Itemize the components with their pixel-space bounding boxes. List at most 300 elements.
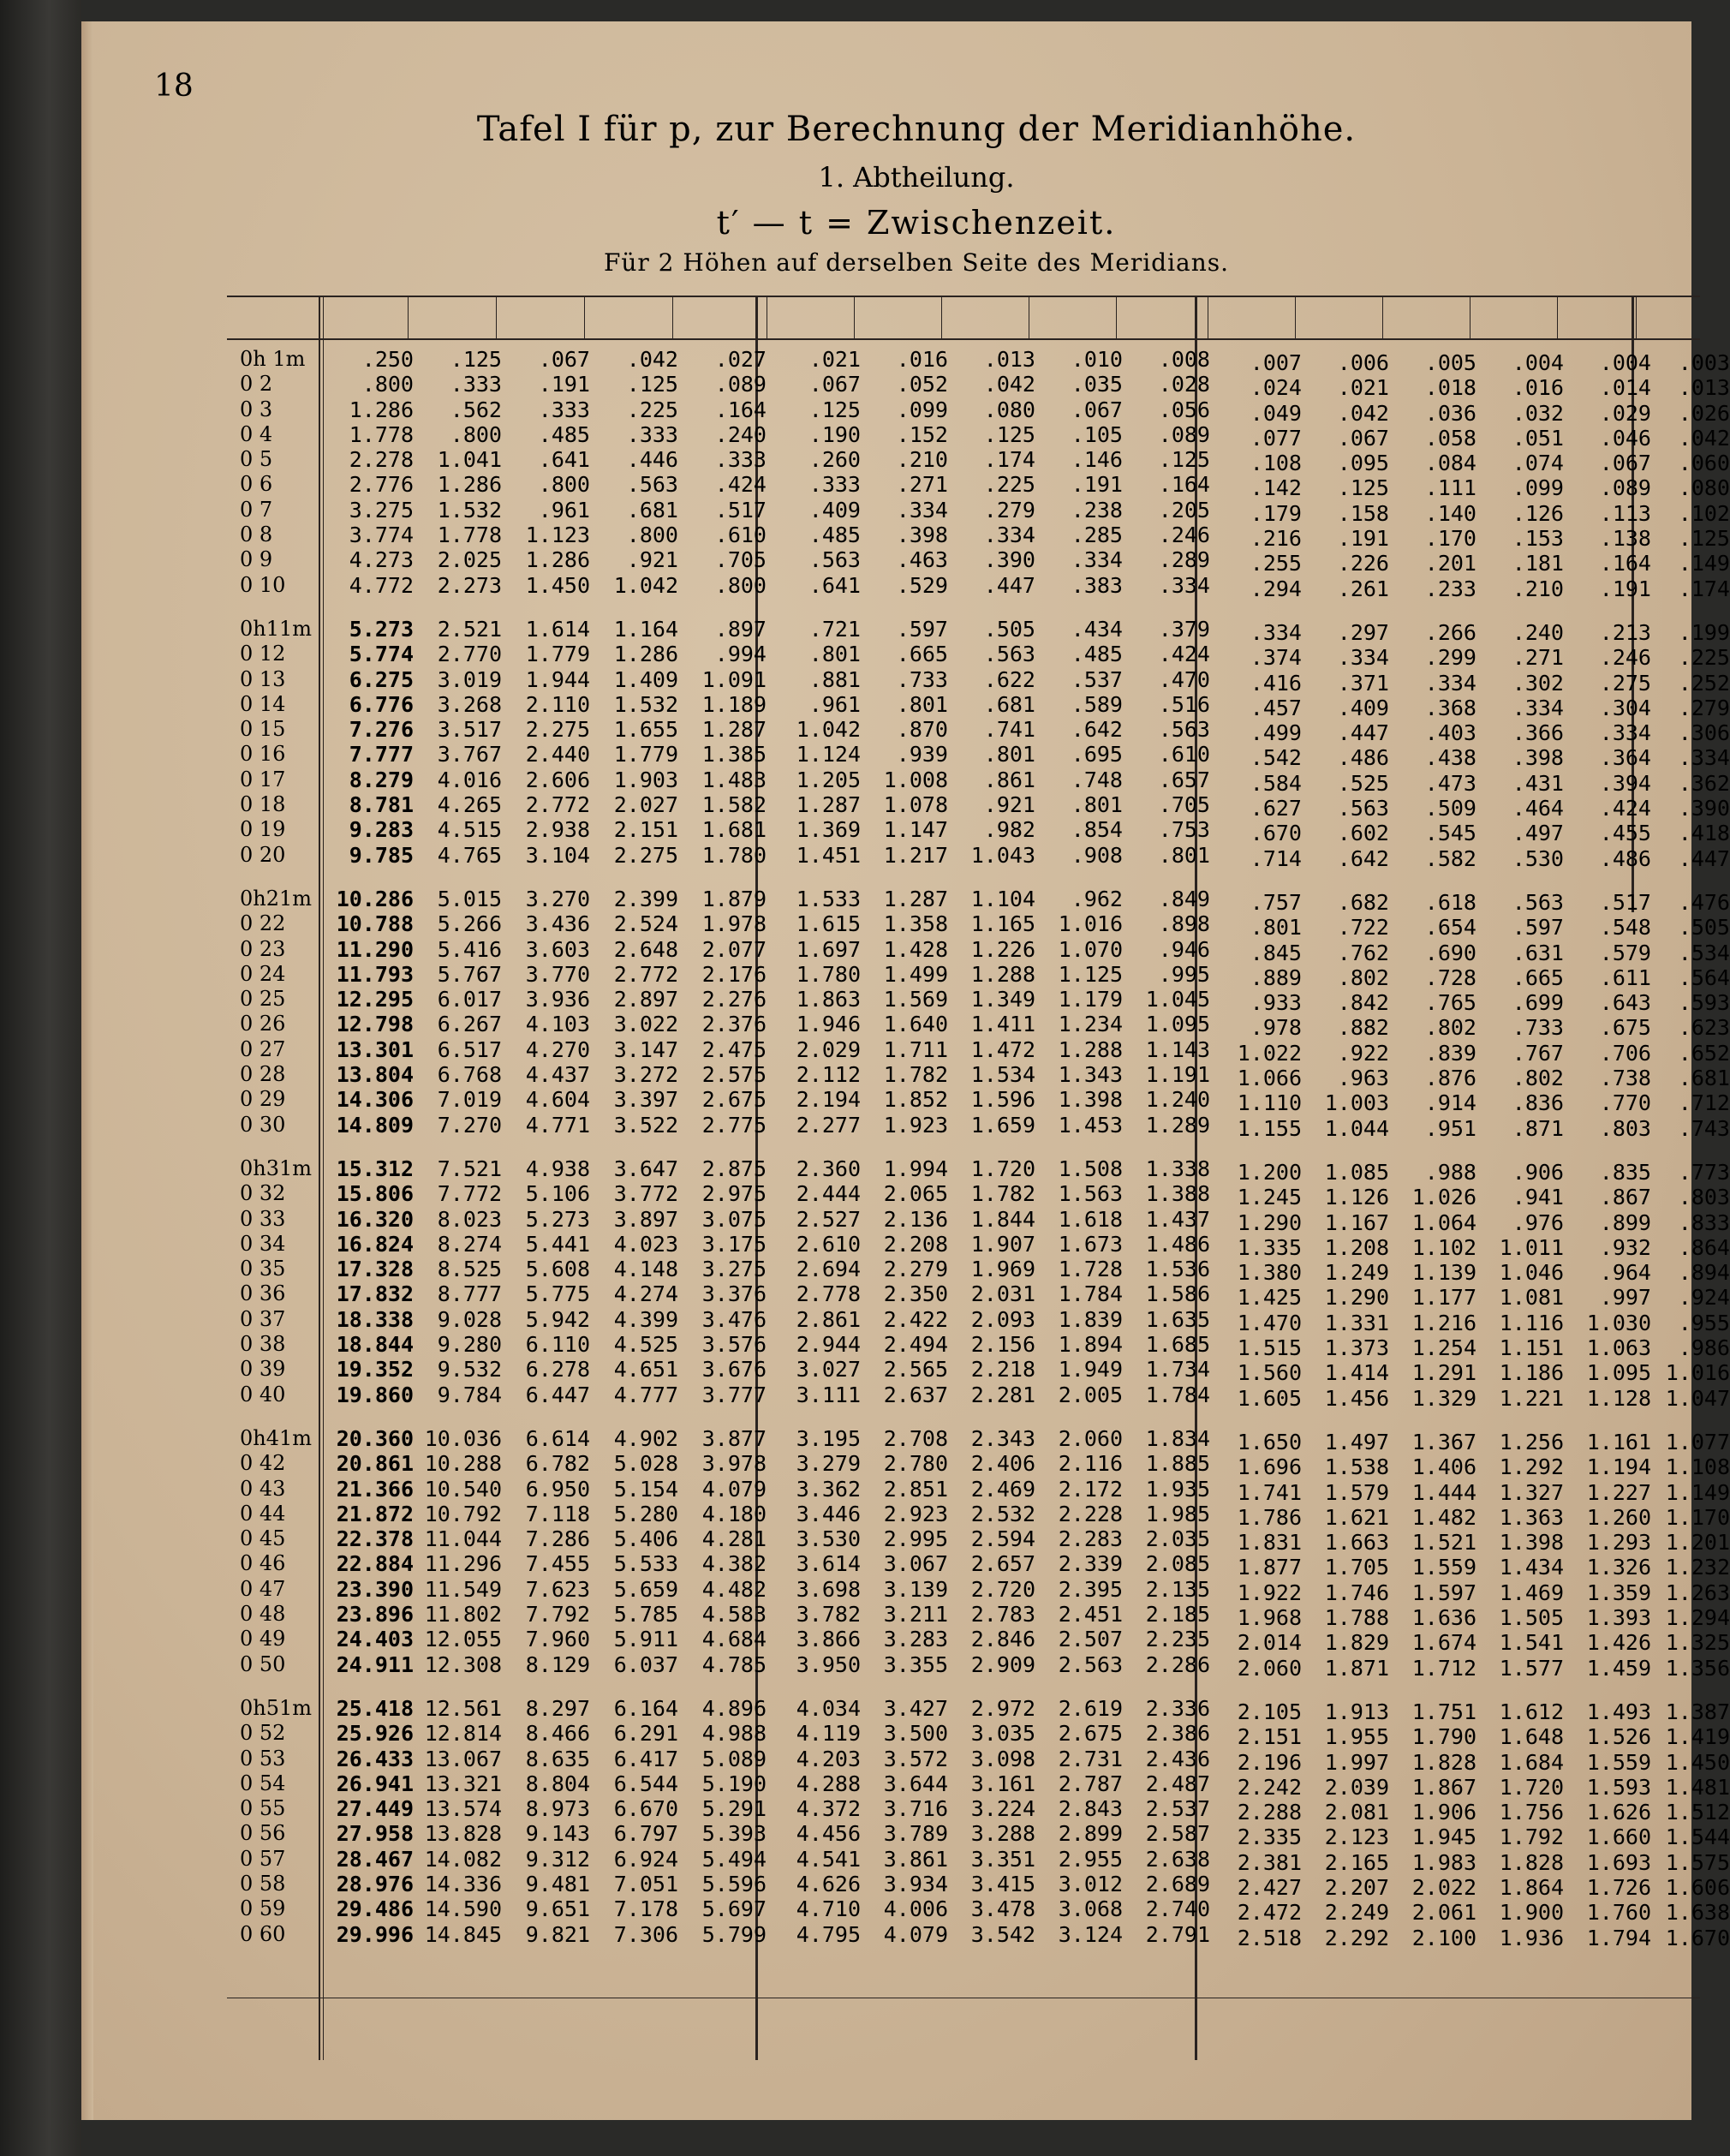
table-cell: .152 [896, 421, 948, 447]
table-cell: 1.149 [1665, 1479, 1730, 1505]
table-cell: 1.077 [1665, 1430, 1730, 1454]
table-cell: .839 [1424, 1040, 1476, 1066]
table-cell: 1.046 [1499, 1260, 1564, 1286]
row-label: 0 3 [240, 397, 273, 421]
table-cell: .486 [1337, 745, 1389, 771]
table-cell: 2.507 [1058, 1627, 1123, 1652]
table-cell: 8.279 [349, 767, 414, 792]
table-cell: 4.456 [796, 1821, 861, 1847]
table-cell: 4.541 [796, 1846, 861, 1872]
table-cell: .728 [1424, 965, 1476, 990]
table-cell: 4.583 [701, 1602, 767, 1627]
table-cell: 1.419 [1665, 1724, 1730, 1750]
value-column [409, 347, 502, 598]
row-label: 0 25 [240, 987, 286, 1012]
table-cell: .108 [1250, 451, 1302, 476]
table-cell: 2.112 [796, 1062, 861, 1088]
table-cell: 4.785 [701, 1651, 767, 1677]
table-cell: .767 [1512, 1040, 1564, 1066]
table-cell: 1.254 [1411, 1335, 1476, 1361]
table-cell: .530 [1512, 845, 1564, 871]
table-cell: .525 [1337, 770, 1389, 796]
table-cell: .665 [1512, 965, 1564, 990]
table-cell: .067 [538, 347, 590, 372]
table-cell: .842 [1337, 990, 1389, 1016]
row-label: 0 19 [240, 817, 286, 842]
table-cell: .067 [1337, 425, 1389, 451]
table-cell: .252 [1678, 670, 1730, 696]
row-label: 0h41m [240, 1426, 313, 1450]
table-cell: 11.290 [336, 936, 414, 962]
table-cell: .986 [1678, 1335, 1730, 1361]
table-cell: .563 [626, 472, 678, 498]
table-cell: 1.147 [883, 817, 948, 843]
value-column [498, 347, 590, 598]
table-cell: .939 [896, 742, 948, 767]
table-cell: .333 [538, 397, 590, 422]
table-cell: .409 [1337, 695, 1389, 720]
table-cell: .961 [538, 497, 590, 523]
table-cell: .368 [1424, 695, 1476, 720]
table-cell: 7.178 [613, 1896, 678, 1922]
table-cell: .801 [983, 742, 1035, 767]
table-cell: .014 [1599, 375, 1651, 401]
table-cell: .364 [1599, 745, 1651, 771]
table-cell: 9.280 [437, 1332, 502, 1358]
table-cell: 4.771 [525, 1112, 590, 1138]
table-cell: 2.123 [1324, 1825, 1389, 1850]
table-cell: 3.376 [701, 1281, 767, 1307]
table-cell: .602 [1337, 821, 1389, 846]
table-cell: 1.894 [1058, 1332, 1123, 1358]
table-cell: 2.005 [1058, 1382, 1123, 1407]
table-cell: 4.372 [796, 1796, 861, 1822]
table-cell: 1.670 [1665, 1925, 1730, 1950]
table-cell: 2.275 [525, 717, 590, 743]
table-cell: .424 [714, 472, 767, 498]
table-cell: .946 [1158, 936, 1210, 962]
table-cell: .424 [1158, 642, 1210, 667]
row-labels [240, 347, 321, 598]
table-cell: 5.775 [525, 1281, 590, 1307]
table-cell: .743 [1678, 1115, 1730, 1141]
table-cell: 2.444 [796, 1181, 861, 1207]
table-cell: 3.517 [437, 717, 502, 743]
table-cell: 4.437 [525, 1062, 590, 1088]
page-title: Tafel I für p, zur Berechnung der Meridianhöhe. [476, 110, 1357, 149]
value-column [1384, 1430, 1476, 1681]
table-cell: 1.456 [1324, 1385, 1389, 1411]
table-cell: .964 [1599, 1260, 1651, 1286]
table-cell: 4.270 [525, 1036, 590, 1062]
value-column [498, 887, 590, 1138]
table-cell: 1.030 [1586, 1310, 1651, 1335]
value-column [409, 617, 502, 868]
table-cell: 9.532 [437, 1357, 502, 1383]
table-cell: 1.338 [1145, 1156, 1210, 1181]
table-cell: 1.291 [1411, 1360, 1476, 1386]
table-cell: 1.536 [1145, 1257, 1210, 1282]
table-cell: 4.034 [796, 1696, 861, 1721]
table-cell: .164 [714, 397, 767, 422]
value-column [1638, 1699, 1730, 1950]
row-label: 0 44 [240, 1501, 286, 1526]
table-cell: .051 [1512, 425, 1564, 451]
table-cell: 3.283 [883, 1627, 948, 1652]
value-column [1297, 620, 1389, 871]
table-cell: 1.064 [1411, 1209, 1476, 1235]
table-cell: 1.043 [970, 842, 1035, 868]
table-cell: .279 [983, 497, 1035, 523]
table-cell: 1.582 [701, 792, 767, 818]
table-cell: 1.194 [1586, 1454, 1651, 1480]
table-cell: 3.268 [437, 691, 502, 717]
value-column [1209, 1430, 1302, 1681]
table-cell: 2.787 [1058, 1771, 1123, 1796]
table-cell: 1.978 [701, 911, 767, 937]
table-cell: 2.657 [970, 1551, 1035, 1577]
table-cell: .028 [1158, 372, 1210, 397]
table-cell: 1.515 [1237, 1335, 1302, 1361]
table-cell: .894 [1678, 1260, 1730, 1286]
table-cell: .712 [1678, 1090, 1730, 1116]
table-cell: 1.782 [883, 1062, 948, 1088]
table-cell: 3.767 [437, 742, 502, 767]
table-cell: 8.466 [525, 1721, 590, 1747]
table-cell: 2.944 [796, 1332, 861, 1358]
table-cell: 4.482 [701, 1576, 767, 1602]
table-cell: 7.306 [613, 1921, 678, 1947]
value-column [586, 1696, 678, 1947]
table-cell: 1.044 [1324, 1115, 1389, 1141]
row-label: 0 35 [240, 1257, 286, 1281]
table-cell: .153 [1512, 526, 1564, 552]
table-cell: 3.124 [1058, 1921, 1123, 1947]
table-cell: .042 [1678, 425, 1730, 451]
table-cell: .864 [1678, 1234, 1730, 1260]
value-column [321, 347, 414, 598]
table-cell: 3.676 [701, 1357, 767, 1383]
table-cell: 1.648 [1499, 1724, 1564, 1750]
table-cell: 7.118 [525, 1501, 590, 1526]
table-cell: 2.563 [1058, 1651, 1123, 1677]
table-cell: 2.339 [1058, 1551, 1123, 1577]
table-cell: 2.242 [1237, 1774, 1302, 1800]
table-cell: .255 [1250, 551, 1302, 576]
table-cell: 12.055 [424, 1627, 502, 1652]
table-cell: .052 [896, 372, 948, 397]
table-cell: 1.327 [1499, 1479, 1564, 1505]
table-cell: 3.603 [525, 936, 590, 962]
table-cell: 1.221 [1499, 1385, 1564, 1411]
table-cell: .505 [983, 617, 1035, 642]
table-cell: .225 [983, 472, 1035, 498]
header-bottom-rule [227, 338, 1700, 340]
table-cell: .982 [983, 817, 1035, 843]
table-cell: 1.674 [1411, 1630, 1476, 1656]
row-label: 0 4 [240, 421, 273, 446]
table-cell: 1.227 [1586, 1479, 1651, 1505]
table-cell: 4.765 [437, 842, 502, 868]
table-cell: .610 [1158, 742, 1210, 767]
table-cell: 1.784 [1058, 1281, 1123, 1307]
table-cell: .418 [1678, 821, 1730, 846]
value-column [856, 1696, 948, 1947]
table-cell: .849 [1158, 887, 1210, 911]
table-cell: 1.380 [1237, 1260, 1302, 1286]
row-label: 0 37 [240, 1306, 286, 1331]
table-cell: 1.829 [1324, 1630, 1389, 1656]
table-cell: .889 [1250, 965, 1302, 990]
table-cell: 1.205 [796, 767, 861, 792]
table-cell: 3.522 [613, 1112, 678, 1138]
table-cell: 14.590 [424, 1896, 502, 1922]
header-separator [584, 297, 585, 338]
table-cell: .390 [1678, 796, 1730, 821]
table-cell: .181 [1512, 551, 1564, 576]
table-cell: 3.195 [796, 1426, 861, 1451]
table-cell: .334 [1512, 695, 1564, 720]
table-cell: 1.245 [1237, 1185, 1302, 1210]
table-cell: 1.329 [1411, 1385, 1476, 1411]
table-cell: 4.651 [613, 1357, 678, 1383]
table-cell: 3.950 [796, 1651, 861, 1677]
table-cell: 13.301 [336, 1036, 414, 1062]
table-cell: 19.352 [336, 1357, 414, 1383]
table-cell: 2.740 [1145, 1896, 1210, 1922]
table-cell: 3.224 [970, 1796, 1035, 1822]
table-cell: 1.470 [1237, 1310, 1302, 1335]
row-label: 0 59 [240, 1896, 286, 1921]
table-cell: .447 [983, 572, 1035, 598]
table-cell: .733 [1512, 1015, 1564, 1041]
table-cell: .007 [1250, 350, 1302, 375]
row-label: 0 6 [240, 472, 273, 497]
table-cell: 5.015 [437, 887, 502, 911]
table-cell: .802 [1512, 1066, 1564, 1091]
table-cell: 2.077 [701, 936, 767, 962]
value-column [674, 1156, 767, 1407]
table-cell: 14.082 [424, 1846, 502, 1872]
table-cell: .334 [1599, 720, 1651, 746]
table-cell: 1.618 [1058, 1206, 1123, 1232]
table-cell: 1.393 [1586, 1605, 1651, 1631]
table-cell: 3.542 [970, 1921, 1035, 1947]
table-cell: .978 [1250, 1015, 1302, 1041]
table-cell: 2.783 [970, 1602, 1035, 1627]
table-cell: .800 [626, 523, 678, 548]
row-label: 0 53 [240, 1746, 286, 1771]
table-cell: .579 [1599, 940, 1651, 965]
table-cell: 3.866 [796, 1627, 861, 1652]
table-cell: .018 [1424, 375, 1476, 401]
row-label: 0 36 [240, 1281, 286, 1306]
value-column [768, 347, 861, 598]
table-cell: .434 [1071, 617, 1123, 642]
value-column [1471, 1160, 1564, 1411]
table-cell: .446 [626, 447, 678, 473]
table-cell: 1.095 [1145, 1012, 1210, 1037]
table-cell: .473 [1424, 770, 1476, 796]
value-column [586, 1156, 678, 1407]
table-cell: .922 [1337, 1040, 1389, 1066]
table-cell: 2.469 [970, 1476, 1035, 1502]
book-binding [0, 0, 81, 2156]
table-cell: .618 [1424, 890, 1476, 915]
table-cell: 1.234 [1058, 1012, 1123, 1037]
table-cell: 1.249 [1324, 1260, 1389, 1286]
row-label: 0 55 [240, 1796, 286, 1821]
table-cell: .205 [1158, 497, 1210, 523]
table-cell: 3.415 [970, 1872, 1035, 1897]
table-cell: .333 [626, 421, 678, 447]
table-cell: 4.006 [883, 1896, 948, 1922]
table-cell: .643 [1599, 990, 1651, 1016]
table-cell: 1.287 [796, 792, 861, 818]
table-cell: .285 [1071, 523, 1123, 548]
table-cell: 25.418 [336, 1696, 414, 1721]
table-cell: .266 [1424, 620, 1476, 645]
table-cell: .240 [714, 421, 767, 447]
table-cell: 1.650 [1237, 1430, 1302, 1454]
table-cell: .835 [1599, 1160, 1651, 1185]
table-cell: .962 [1071, 887, 1123, 911]
table-cell: .294 [1250, 576, 1302, 601]
row-labels [240, 887, 321, 1138]
table-cell: .334 [1678, 745, 1730, 771]
table-cell: .955 [1678, 1310, 1730, 1335]
table-cell: 1.349 [970, 987, 1035, 1012]
table-cell: 2.472 [1237, 1900, 1302, 1926]
table-cell: 5.280 [613, 1501, 678, 1526]
table-cell: 1.497 [1324, 1430, 1389, 1454]
table-cell: .836 [1512, 1090, 1564, 1116]
value-column [1030, 1426, 1123, 1677]
row-label: 0 2 [240, 372, 273, 397]
table-cell: 1.659 [970, 1112, 1035, 1138]
table-cell: .593 [1678, 990, 1730, 1016]
table-cell: 9.028 [437, 1306, 502, 1332]
row-label: 0 45 [240, 1526, 286, 1551]
table-cell: 5.659 [613, 1576, 678, 1602]
table-cell: .642 [1071, 717, 1123, 743]
value-column [768, 1426, 861, 1677]
table-cell: 8.525 [437, 1257, 502, 1282]
table-cell: 1.102 [1411, 1234, 1476, 1260]
table-cell: 14.845 [424, 1921, 502, 1947]
table-cell: 1.621 [1324, 1504, 1389, 1530]
table-cell: .416 [1250, 670, 1302, 696]
table-cell: 1.844 [970, 1206, 1035, 1232]
table-cell: 1.428 [883, 936, 948, 962]
table-cell: 7.777 [349, 742, 414, 767]
table-cell: .722 [1337, 915, 1389, 941]
table-cell: 1.411 [970, 1012, 1035, 1037]
table-cell: 1.026 [1411, 1185, 1476, 1210]
table-cell: .289 [1158, 547, 1210, 573]
table-cell: .089 [1599, 475, 1651, 501]
table-cell: 1.778 [349, 421, 414, 447]
table-cell: 9.784 [437, 1382, 502, 1407]
table-cell: 1.577 [1499, 1655, 1564, 1681]
table-cell: 1.179 [1058, 987, 1123, 1012]
table-cell: 1.544 [1665, 1825, 1730, 1850]
table-cell: .164 [1158, 472, 1210, 498]
table-cell: 3.770 [525, 961, 590, 987]
table-cell: 2.899 [1058, 1821, 1123, 1847]
table-cell: .870 [896, 717, 948, 743]
table-cell: 13.828 [424, 1821, 502, 1847]
table-cell: 5.767 [437, 961, 502, 987]
table-cell: .597 [896, 617, 948, 642]
table-cell: 4.203 [796, 1746, 861, 1771]
table-cell: 1.294 [1665, 1605, 1730, 1631]
table-cell: 5.608 [525, 1257, 590, 1282]
table-cell: 1.726 [1586, 1875, 1651, 1901]
table-cell: 1.955 [1324, 1724, 1389, 1750]
table-cell: .486 [1599, 845, 1651, 871]
table-cell: 5.942 [525, 1306, 590, 1332]
table-cell: 1.900 [1499, 1900, 1564, 1926]
table-cell: 7.286 [525, 1526, 590, 1552]
table-cell: 11.802 [424, 1602, 502, 1627]
value-column [943, 1426, 1035, 1677]
table-cell: .529 [896, 572, 948, 598]
table-cell: 2.995 [883, 1526, 948, 1552]
table-cell: .080 [1678, 475, 1730, 501]
table-cell: 1.521 [1411, 1530, 1476, 1556]
table-cell: 3.572 [883, 1746, 948, 1771]
table-cell: 3.075 [701, 1206, 767, 1232]
table-cell: 5.799 [701, 1921, 767, 1947]
table-cell: 1.286 [525, 547, 590, 573]
table-cell: 1.128 [1586, 1385, 1651, 1411]
table-cell: 3.576 [701, 1332, 767, 1358]
row-label: 0 15 [240, 717, 286, 742]
table-cell: 2.427 [1237, 1875, 1302, 1901]
value-column [1297, 1699, 1389, 1950]
table-cell: 1.481 [1665, 1774, 1730, 1800]
table-cell: .334 [1158, 572, 1210, 598]
table-cell: 2.610 [796, 1231, 861, 1257]
table-cell: .562 [450, 397, 502, 422]
row-label: 0h51m [240, 1696, 313, 1720]
table-cell: 1.597 [1411, 1580, 1476, 1605]
table-cell: .517 [714, 497, 767, 523]
value-column [856, 617, 948, 868]
table-cell: 7.455 [525, 1551, 590, 1577]
table-cell: 3.067 [883, 1551, 948, 1577]
table-cell: 17.328 [336, 1257, 414, 1282]
table-cell: .042 [626, 347, 678, 372]
table-cell: 1.994 [883, 1156, 948, 1181]
table-cell: .681 [626, 497, 678, 523]
table-cell: .125 [808, 397, 861, 422]
table-cell: 1.949 [1058, 1357, 1123, 1383]
table-cell: .074 [1512, 451, 1564, 476]
table-cell: .138 [1599, 526, 1651, 552]
table-cell: 17.832 [336, 1281, 414, 1307]
table-cell: 1.208 [1324, 1234, 1389, 1260]
table-cell: 4.525 [613, 1332, 678, 1358]
table-cell: .882 [1337, 1015, 1389, 1041]
table-cell: 5.494 [701, 1846, 767, 1872]
table-cell: 3.478 [970, 1896, 1035, 1922]
table-cell: .398 [1512, 745, 1564, 771]
table-cell: 1.444 [1411, 1479, 1476, 1505]
table-cell: .238 [1071, 497, 1123, 523]
table-cell: .010 [1071, 347, 1123, 372]
